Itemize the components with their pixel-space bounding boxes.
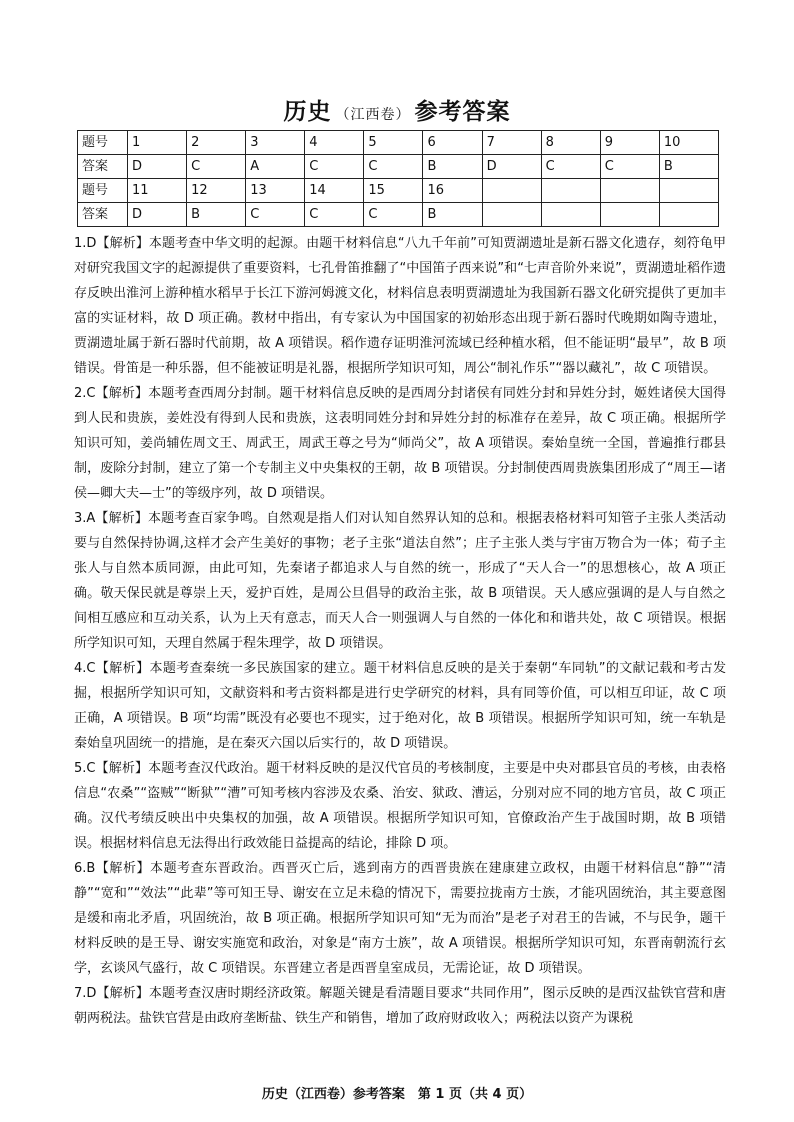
explanation-3: 3.A【解析】本题考查百家争鸣。自然观是指人们对认知自然界认知的总和。根据表格材料可知管子主张人类活动要与自然保持协调,这样才会产生美好的事物；老子主张“道法自然”；庄子主张人类与宇宙万物合为一体；荀子主张人与自然本质同源，由此可知，先秦诸子都追求人与自然的统一，形成了“天人合一”的思想核心，故 A 项正确。敬天保民就是尊崇上天，爱护百姓，是周公旦倡导的政治主张，故 B 项错误。天人感应强调的是人与自然之间相互感应和互动关系，认为上天有意志，而天人合一则强调人与自然的一体化和和谐共处，故 C 项错误。根据所学知识可知，天理自然属于程朱理学，故 D 项错误。 (74, 511, 726, 651)
answer-table (77, 130, 719, 227)
answer-cell: 2 (187, 131, 246, 155)
explanation-6: 6.B【解析】本题考查东晋政治。西晋灭亡后，逃到南方的西晋贵族在建康建立政权，由题干材料信息“静”“清静”“宽和”“效法”“此辈”等可知王导、谢安在立足未稳的情况下，需要拉拢南方士族，才能巩固统治，其主要意图是缓和南北矛盾，巩固统治，故 B 项正确。根据所学知识可知“无为而治”是老子对君王的告诫，不与民争，题干材料反映的是王导、谢安实施宽和政治，对象是“南方士族”，故 A 项错误。根据所学知识可知，东晋南朝流行玄学，玄谈风气盛行，故 C 项错误。东晋建立者是西晋皇室成员，无需论证，故 D 项错误。 (74, 861, 726, 976)
answer-cell: C (364, 203, 423, 227)
answer-cell: 8 (541, 131, 600, 155)
answer-table-row (78, 155, 719, 179)
title-main: 历史 (283, 99, 332, 125)
answer-cell: B (187, 203, 246, 227)
explanation-5: 5.C【解析】本题考查汉代政治。题干材料反映的是汉代官员的考核制度，主要是中央对郡县官员的考核，由表格信息“农桑”“盗贼”“断狱”“漕”可知考核内容涉及农桑、治安、狱政、漕运，分别对应不同的地方官员，故 C 项正确。汉代考绩反映出中央集权的加强，故 A 项错误。根据所学知识可知，官僚政治产生于战国时期，故 B 项错误。根据材料信息无法得出行政效能日益提高的结论，排除 D 项。 (74, 761, 726, 851)
answer-cell: A (246, 155, 305, 179)
row-label: 答案 (78, 203, 128, 227)
answer-cell (541, 203, 600, 227)
answer-cell: D (482, 155, 541, 179)
answer-cell: 1 (128, 131, 187, 155)
answer-table-row (78, 179, 719, 203)
answer-table-row (78, 131, 719, 155)
answer-cell: C (600, 155, 659, 179)
answer-cell: B (423, 203, 482, 227)
page-footer: 历史（江西卷）参考答案 第 1 页（共 4 页） (261, 1087, 533, 1102)
answer-cell: C (305, 155, 364, 179)
answer-cell: 16 (423, 179, 482, 203)
answer-cell: 7 (482, 131, 541, 155)
answer-cell (659, 179, 718, 203)
page-title (0, 93, 794, 126)
answer-cell (541, 179, 600, 203)
answer-cell: 5 (364, 131, 423, 155)
answer-table-row (78, 203, 719, 227)
answer-cell: 10 (659, 131, 718, 155)
answer-cell (600, 203, 659, 227)
row-label: 题号 (78, 179, 128, 203)
answer-cell: C (305, 203, 364, 227)
answer-cell: 6 (423, 131, 482, 155)
title-sub: （江西卷） (335, 107, 411, 123)
answer-cell (600, 179, 659, 203)
title-rest: 参考答案 (414, 99, 511, 125)
answer-cell (482, 203, 541, 227)
answer-cell: 14 (305, 179, 364, 203)
answer-cell: B (659, 155, 718, 179)
row-label: 答案 (78, 155, 128, 179)
answer-cell: 13 (246, 179, 305, 203)
answer-cell: C (364, 155, 423, 179)
answer-cell: 4 (305, 131, 364, 155)
answer-cell: 3 (246, 131, 305, 155)
answer-cell: D (128, 155, 187, 179)
explanation-1: 1.D【解析】本题考查中华文明的起源。由题干材料信息“八九千年前”可知贾湖遗址是新石器文化遗存，刻符龟甲对研究我国文字的起源提供了重要资料，七孔骨笛推翻了“中国笛子西来说”和“七声音阶外来说”，贾湖遗址稻作遗存反映出淮河上游种植水稻早于长江下游河姆渡文化，材料信息表明贾湖遗址为我国新石器文化研究提供了更加丰富的实证材料，故 D 项正确。教材中指出，有专家认为中国国家的初始形态出现于新石器时代晚期如陶寺遗址，贾湖遗址属于新石器时代前期，故 A 项错误。稻作遗存证明淮河流域已经种植水稻，但不能证明“最早”，故 B 项错误。骨笛是一种乐器，但不能被证明是礼器，根据所学知识可知，周公“制礼作乐”“器以藏礼”，故 C 项错误。 (74, 236, 726, 376)
answer-cell: C (541, 155, 600, 179)
answer-cell: C (246, 203, 305, 227)
answer-cell: C (187, 155, 246, 179)
answer-cell: D (128, 203, 187, 227)
answer-cell (659, 203, 718, 227)
answer-cell: 15 (364, 179, 423, 203)
answer-cell (482, 179, 541, 203)
row-label: 题号 (78, 131, 128, 155)
answer-cell: B (423, 155, 482, 179)
explanation-2: 2.C【解析】本题考查西周分封制。题干材料信息反映的是西周分封诸侯有同姓分封和异姓分封，姬姓诸侯大国得到人民和贵族，姜姓没有得到人民和贵族，这表明同姓分封和异姓分封的标准存在差异，故 C 项正确。根据所学知识可知，姜尚辅佐周文王、周武王，周武王尊之号为“师尚父”，故 A 项错误。秦始皇统一全国，普遍推行郡县制，废除分封制，建立了第一个专制主义中央集权的王朝，故 B 项错误。分封制使西周贵族集团形成了“周王—诸侯—卿大夫—士”的等级序列，故 D 项错误。 (74, 386, 726, 501)
explanations (74, 231, 726, 1031)
explanation-7: 7.D【解析】本题考查汉唐时期经济政策。解题关键是看清题目要求“共同作用”，图示反映的是西汉盐铁官营和唐朝两税法。盐铁官营是由政府垄断盐、铁生产和销售，增加了政府财政收入；两税法以资产为课税 (74, 986, 726, 1026)
explanation-4: 4.C【解析】本题考查秦统一多民族国家的建立。题干材料信息反映的是关于秦朝“车同轨”的文献记载和考古发掘，根据所学知识可知，文献资料和考古资料都是进行史学研究的材料，具有同等价值，可以相互印证，故 C 项正确，A 项错误。B 项“均需”既没有必要也不现实，过于绝对化，故 B 项错误。根据所学知识可知，统一车轨是秦始皇巩固统一的措施，是在秦灭六国以后实行的，故 D 项错误。 (74, 661, 726, 751)
answer-cell: 9 (600, 131, 659, 155)
answer-cell: 12 (187, 179, 246, 203)
answer-cell: 11 (128, 179, 187, 203)
